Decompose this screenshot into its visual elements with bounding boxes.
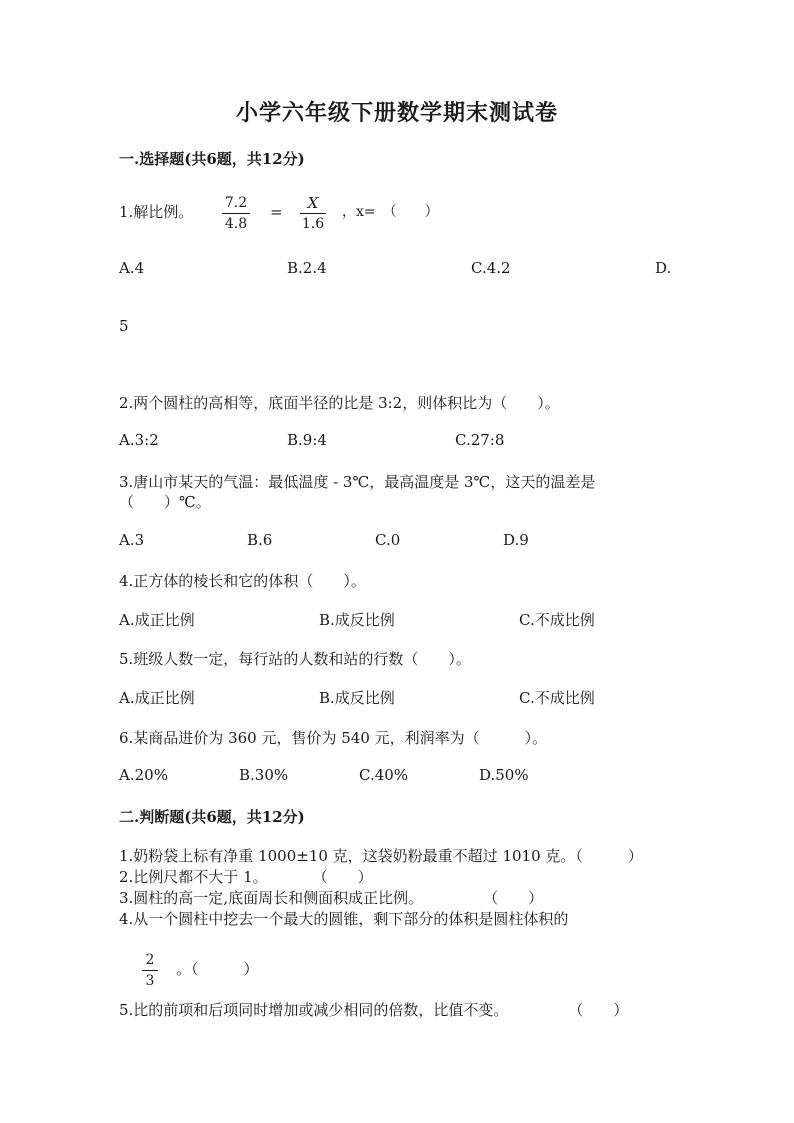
j4-fraction [142, 951, 158, 990]
q6-option-d: D.50% [479, 766, 529, 784]
j4-text: 4.从一个圆柱中挖去一个最大的圆锥，剩下部分的体积是圆柱体积的 [119, 910, 569, 928]
j2-text: 2.比例尺都不大于 1。 （ ） [119, 868, 373, 886]
q1-option-d-value: 5 [119, 317, 129, 335]
q3-option-d: D.9 [503, 531, 529, 549]
fraction-bar [142, 970, 158, 971]
page-title: 小学六年级下册数学期末测试卷 [235, 100, 558, 126]
section-heading-judgement: 二.判断题(共6题，共12分) [119, 808, 305, 826]
q5-option-a: A.成正比例 [119, 689, 195, 707]
j5-text: 5.比的前项和后项同时增加或减少相同的倍数，比值不变。 （ ） [119, 1001, 629, 1019]
q6-text: 6.某商品进价为 360 元，售价为 540 元，利润率为（ ）。 [119, 729, 548, 747]
j4-frac-denominator: 3 [145, 973, 155, 989]
q1-frac1-denominator: 4.8 [224, 216, 248, 232]
q1-fraction-left [222, 194, 250, 233]
q1-option-d: D. [655, 259, 672, 277]
j1-text: 1.奶粉袋上标有净重 1000±10 克，这袋奶粉最重不超过 1010 克。（ ） [119, 847, 643, 865]
q5-option-c: C.不成比例 [519, 689, 595, 707]
q1-prefix: 1.解比例。 [119, 203, 194, 221]
q1-option-b: B.2.4 [287, 259, 327, 277]
q3-option-c: C.0 [375, 531, 401, 549]
j4-frac-numerator: 2 [145, 952, 155, 968]
fraction-bar [300, 213, 326, 214]
q6-option-a: A.20% [119, 766, 168, 784]
q1-frac1-numerator: 7.2 [224, 195, 248, 211]
q1-equals: = [270, 203, 283, 221]
q5-text: 5.班级人数一定，每行站的人数和站的行数（ ）。 [119, 650, 471, 668]
q2-text: 2.两个圆柱的高相等，底面半径的比是 3:2，则体积比为（ ）。 [119, 394, 560, 412]
q4-option-c: C.不成比例 [519, 611, 595, 629]
q1-frac2-denominator: 1.6 [301, 216, 325, 232]
q4-option-a: A.成正比例 [119, 611, 195, 629]
q1-suffix: ，x= （ ） [342, 204, 439, 220]
q3-text-line2: （ ）℃。 [119, 493, 211, 511]
q3-option-b: B.6 [247, 531, 273, 549]
q3-option-a: A.3 [119, 531, 145, 549]
q6-option-c: C.40% [359, 766, 409, 784]
q6-option-b: B.30% [239, 766, 289, 784]
j3-text: 3.圆柱的高一定,底面周长和侧面积成正比例。 （ ） [119, 889, 544, 907]
q5-option-b: B.成反比例 [319, 689, 395, 707]
q4-option-b: B.成反比例 [319, 611, 395, 629]
q1-option-c: C.4.2 [471, 259, 511, 277]
q2-option-a: A.3:2 [119, 431, 159, 449]
q2-option-c: C.27:8 [455, 431, 505, 449]
q1-option-a: A.4 [119, 259, 145, 277]
q2-option-b: B.9:4 [287, 431, 327, 449]
q1-fraction-right [300, 194, 326, 233]
q3-text-line1: 3.唐山市某天的气温：最低温度 - 3℃，最高温度是 3℃，这天的温差是 [119, 473, 596, 491]
fraction-bar [222, 213, 250, 214]
section-heading-choice: 一.选择题(共6题，共12分) [119, 150, 305, 168]
q4-text: 4.正方体的棱长和它的体积（ ）。 [119, 572, 366, 590]
q1-frac2-numerator: X [307, 194, 319, 212]
j4-suffix: 。（ ） [176, 960, 259, 978]
